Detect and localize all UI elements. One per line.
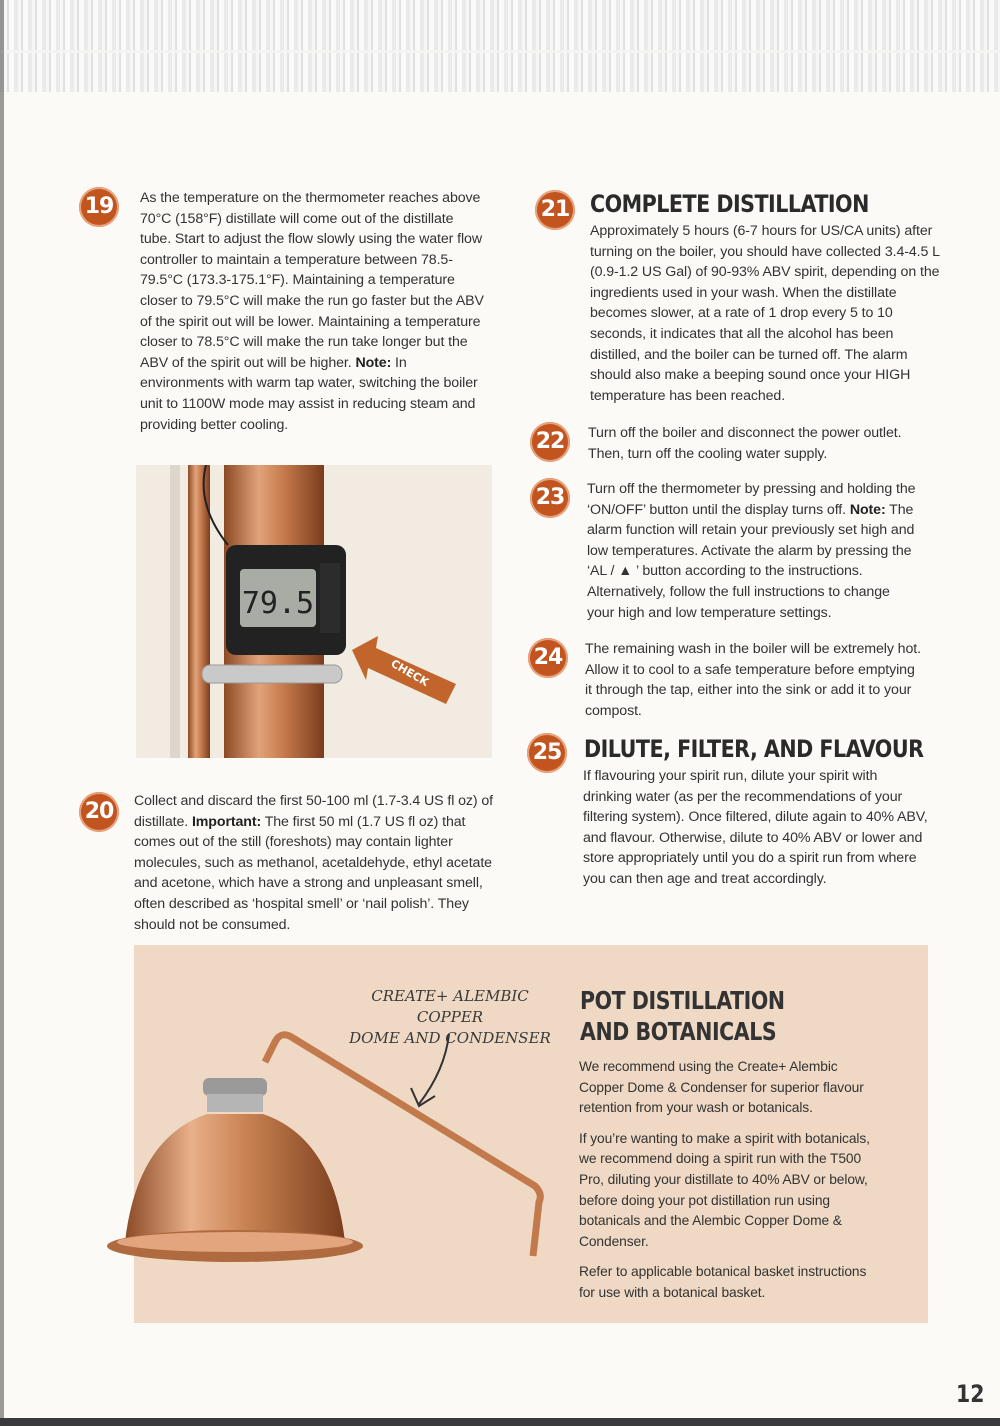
step-25-heading: DILUTE, FILTER, AND FLAVOUR [584,735,924,763]
step-25-text [583,766,928,890]
step-badge-23: 23 [530,478,570,518]
step-20-important-label: Important: [191,813,262,830]
thermometer-illustration [136,465,492,758]
step-22-body: Turn off the boiler and disconnect the power outlet. Then, turn off the cooling water supply. [588,425,902,462]
step-24-body: The remaining wash in the boiler will be extremely hot. Allow it to cool to a safe temperature before emptying it through the tap, either into the sink or add it to your compost. [585,641,921,719]
step-23-body: Turn off the thermometer by pressing and holding the ‘ON/OFF’ button until the display turns off. [587,481,916,518]
step-badge-20: 20 [79,792,119,832]
step-19-note-text: In environments with warm tap water, switching the boiler unit to 1100W mode may assist in reducing steam and providing better cooling. [140,354,478,433]
check-arrow-icon [348,632,460,708]
alembic-label-line1: CREATE+ ALEMBIC COPPER [371,987,529,1026]
decorative-header-pattern [0,0,1000,92]
pot-heading-line2: AND BOTANICALS [580,1017,777,1046]
pot-heading-line1: POT DISTILLATION [580,986,785,1015]
step-badge-21: 21 [535,190,575,230]
thermometer-reading: 79.5 [241,586,315,621]
panel-paragraph-3: Refer to applicable botanical basket instructions for use with a botanical basket. [579,1264,867,1300]
step-badge-25: 25 [527,733,567,773]
step-badge-19: 19 [79,187,119,227]
step-24-text [585,639,925,721]
step-21-heading: COMPLETE DISTILLATION [590,190,869,218]
thermometer-photo [136,465,492,758]
step-21-body: Approximately 5 hours (6-7 hours for US/CA units) after turning on the boiler, you should have collected 3.4-4.5 L (0.9-1.2 US Gal) of 90-93% ABV spirit, depending on the ingredients used in your wash. When the distillate becomes slower, at a rate of 1 drop every 5 to 10 seconds, it indicates that all the alcohol has been distilled, and the boiler can be turned off. The alarm should also make a beeping sound once your HIGH temperature has been reached. [590,223,940,404]
check-label: CHECK [388,656,431,689]
step-19-body: As the temperature on the thermometer reaches above 70°C (158°F) distillate will come out of the distillate tube. Start to adjust the flow slowly using the water flow controller to maintain a temperature between 78.5-79.5°C (173.3-175.1°F). Maintaining a temperature closer to 79.5°C will make the run go faster but the ABV of the spirit out will be lower. Maintaining a temperature closer to 78.5°C will make the run take longer but the ABV of the spirit out will be higher. [140,190,484,371]
panel-paragraph-2: If you’re wanting to make a spirit with botanicals, we recommend doing a spirit run with the T500 Pro, diluting your distillate to 40% ABV or below, before doing your pot distillation run using botanicals and the Alembic Copper Dome & Condenser. [579,1130,870,1249]
step-23-text [587,479,919,623]
page-number: 12 [955,1380,984,1408]
step-19-text [140,188,485,435]
step-20-important-text: The first 50 ml (1.7 US fl oz) that comes out of the still (foreshots) may contain lighter molecules, such as methanol, acetaldehyde, ethyl acetate and acetone, which have a strong and unpleasant smell, often described as ‘hospital smell’ or ‘nail polish’. They should not be consumed. [134,813,492,933]
step-badge-22: 22 [530,422,570,462]
panel-paragraph-1: We recommend using the Create+ Alembic Copper Dome & Condenser for superior flavour retention from your wash or botanicals. [579,1059,864,1116]
pot-distillation-heading [580,985,785,1047]
page-edge [0,0,4,1426]
step-19-note-label: Note: [355,354,392,371]
page-bottom-edge [0,1418,1000,1426]
step-21-text [590,221,940,406]
step-23-note-label: Note: [849,501,886,518]
step-22-text [588,423,918,464]
step-23-note-text: The alarm function will retain your previously set high and low temperatures. Activate the alarm by pressing the ‘AL / ▲ ’ button according to the instructions. Alternatively, follow the full instructions to change your high and low temperature settings. [587,501,915,621]
step-badge-24: 24 [528,638,568,678]
alembic-label-line2: DOME AND CONDENSER [349,1029,551,1047]
panel-text [579,1057,879,1304]
step-25-body: If flavouring your spirit run, dilute your spirit with drinking water (as per the recommendations of your filtering system). Once filtered, dilute again to 40% ABV, and flavour. Otherwise, dilute to 40% ABV or lower and store appropriately until you do a spirit run from where you can then age and treat accordingly. [583,768,928,887]
step-20-text [134,791,510,935]
alembic-dome-illustration [95,1018,565,1288]
step-20-body: Collect and discard the first 50-100 ml (1.7-3.4 US fl oz) of distillate. [134,793,493,830]
